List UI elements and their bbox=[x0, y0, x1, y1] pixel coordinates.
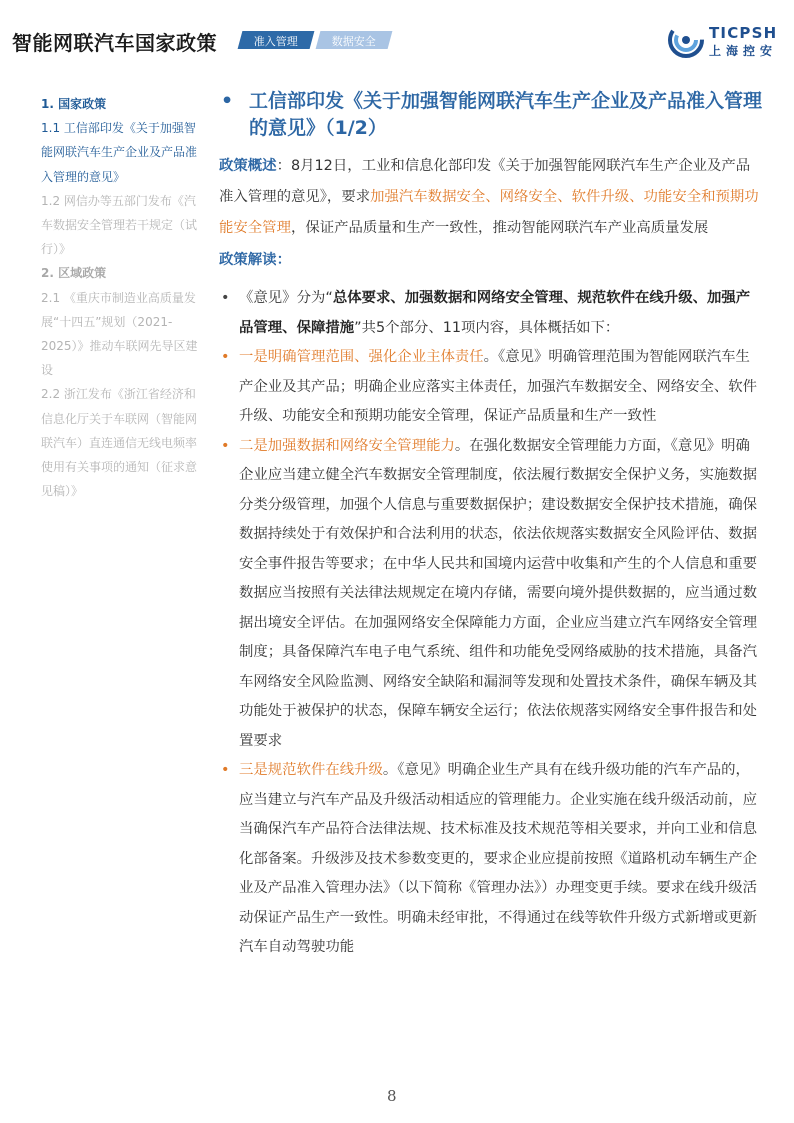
toc-item[interactable]: 2.1 《重庆市制造业高质量发展“十四五”规划（2021-2025）》推动车联网先导区建设 bbox=[41, 290, 198, 378]
overview-label: 政策概述 bbox=[219, 158, 277, 174]
list-item: • 一是明确管理范围、强化企业主体责任。《意见》明确管理范围为智能网联汽车生产企业及其产品；明确企业应落实主体责任，加强汽车数据安全、网络安全、软件升级、功能安全和预期功能安全管理，保证产品质量和生产一致性 bbox=[219, 343, 763, 432]
main-content bbox=[219, 88, 763, 963]
toc-item[interactable]: 1.2 网信办等五部门发布《汽车数据安全管理若干规定（试行）》 bbox=[41, 193, 198, 257]
toc-section-regional[interactable]: 2. 区域政策 bbox=[41, 266, 107, 281]
sidebar-toc bbox=[41, 92, 201, 503]
page-title: • 工信部印发《关于加强智能网联汽车生产企业及产品准入管理的意见》（1/2） bbox=[221, 90, 763, 139]
page-header bbox=[0, 18, 794, 64]
bullet-icon: • bbox=[221, 437, 230, 454]
logo-text-en: TICPSH bbox=[709, 24, 778, 42]
list-item: • 《意见》分为“总体要求、加强数据和网络安全管理、规范软件在线升级、加强产品管理、保障措施”共5个部分、11项内容，具体概括如下： bbox=[219, 284, 763, 343]
document-title: 智能网联汽车国家政策 bbox=[12, 31, 217, 55]
tag-data-security: 数据安全 bbox=[316, 31, 393, 49]
company-logo bbox=[668, 22, 788, 60]
tag-access-management: 准入管理 bbox=[238, 31, 315, 49]
logo-swirl-icon bbox=[668, 22, 704, 58]
toc-item-active[interactable]: 1.1 工信部印发《关于加强智能网联汽车生产企业及产品准入管理的意见》 bbox=[41, 121, 198, 184]
interpretation-heading: 政策解读： bbox=[219, 252, 291, 268]
bullet-icon: • bbox=[221, 290, 230, 306]
bullet-icon: • bbox=[221, 762, 230, 778]
toc-item[interactable]: 2.2 浙江发布《浙江省经济和信息化厅关于车联网（智能网联汽车）直连通信无线电频率使用有关事项的通知（征求意见稿）》 bbox=[41, 387, 198, 499]
list-item: • 三是规范软件在线升级。《意见》明确企业生产具有在线升级功能的汽车产品的，应当建立与汽车产品及升级活动相适应的管理能力。企业实施在线升级活动前，应当确保汽车产品符合法律法规、技术标准及技术规范等相关要求，并向工业和信息化部备案。升级涉及技术参数变更的，要求企业应提前按照《道路机动车辆生产企业及产品准入管理办法》（以下简称《管理办法》）办理变更手续。要求在线升级活动保证产品生产一致性。明确未经审批，不得通过在线等软件升级方式新增或更新汽车自动驾驶功能 bbox=[219, 756, 763, 963]
bullet-icon: • bbox=[221, 90, 234, 112]
logo-text-cn: 上海控安 bbox=[709, 44, 778, 58]
list-item: • 二是加强数据和网络安全管理能力。在强化数据安全管理能力方面，《意见》明确企业应当建立健全汽车数据安全管理制度，依法履行数据安全保护义务，实施数据分类分级管理，加强个人信息与重要数据保护；建设数据安全保护技术措施，确保数据持续处于有效保护和合法利用的状态，依法依规落实数据安全风险评估、数据安全事件报告等要求；在中华人民共和国境内运营中收集和产生的个人信息和重要数据应当按照有关法律法规规定在境内存储，需要向境外提供数据的，应当通过数据出境安全评估。在加强网络安全保障能力方面，企业应当建立汽车网络安全管理制度；具备保障汽车电子电气系统、组件和功能免受网络威胁的技术措施，具备汽车网络安全风险监测、网络安全缺陷和漏洞等发现和处置技术条件，确保车辆及其功能处于被保护的状态，保障车辆安全运行；依法依规落实网络安全事件报告和处置要求 bbox=[219, 432, 763, 757]
toc-section-national[interactable]: 1. 国家政策 bbox=[41, 97, 107, 111]
page-number: 8 bbox=[387, 1087, 397, 1105]
overview-highlight: 加强汽车数据安全、网络安全、软件升级、功能安全和预期功能安全管理 bbox=[219, 189, 759, 236]
bullet-icon: • bbox=[221, 349, 230, 365]
policy-overview: 政策概述：8月12日，工业和信息化部印发《关于加强智能网联汽车生产企业及产品准入管理的意见》，要求加强汽车数据安全、网络安全、软件升级、功能安全和预期功能安全管理，保证产品质量和生产一致性，推动智能网联汽车产业高质量发展 bbox=[219, 158, 759, 236]
interpretation-list bbox=[219, 284, 763, 963]
